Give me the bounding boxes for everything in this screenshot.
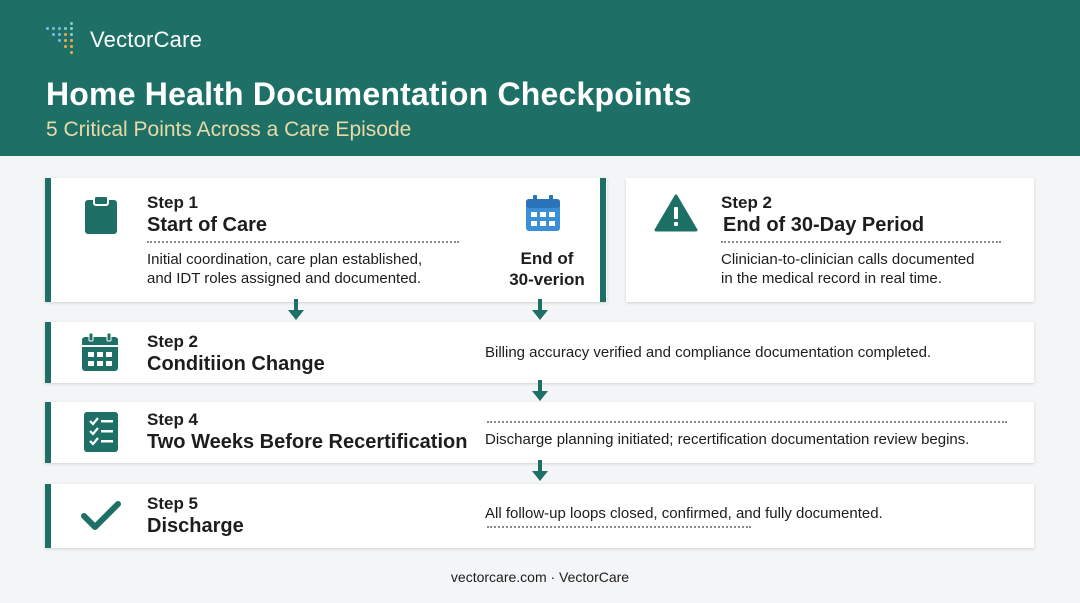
footer: vectorcare.com · VectorCare	[450, 569, 630, 585]
arrow-down-icon	[531, 380, 549, 402]
step-4-label: Step 4	[147, 410, 199, 429]
brand	[44, 22, 202, 58]
step-card-1	[45, 178, 607, 302]
step-5-desc: All follow-up loops closed, confirmed, and fully documented.	[485, 505, 883, 522]
step-1-desc-line-1: Initial coordination, care plan established,	[147, 251, 423, 268]
step-2-desc-line-2: in the medical record in real time.	[721, 270, 942, 287]
header-banner	[0, 0, 1080, 156]
step-4-desc: Discharge planning initiated; recertification documentation review begins.	[485, 431, 970, 448]
step-1-right-bar	[600, 178, 606, 302]
warning-icon	[654, 194, 698, 232]
dot-grid-logo-icon	[44, 22, 78, 58]
step-1-label: Step 1	[147, 193, 199, 212]
arrow-down-icon	[287, 299, 305, 321]
step-2-desc-line-1: Clinician-to-clinician calls documented	[721, 251, 975, 268]
step-card-4	[45, 402, 1034, 463]
step-3-label: Step 2	[147, 332, 199, 351]
mid-marker-line-1: End of	[520, 249, 574, 268]
brand-name: VectorCare	[90, 27, 203, 52]
clipboard-icon	[83, 194, 119, 236]
page-title: Home Health Documentation Checkpoints	[46, 76, 692, 112]
step-1-desc-line-2: and IDT roles assigned and documented.	[147, 270, 422, 287]
step-card-5	[45, 484, 1034, 548]
step-5-title: Discharge	[147, 515, 244, 537]
page-subtitle: 5 Critical Points Across a Care Episode	[46, 118, 412, 141]
step-1-title: Start of Care	[147, 214, 268, 236]
calendar-icon	[525, 194, 561, 232]
step-4-title: Two Weeks Before Recertification	[147, 431, 468, 453]
divider	[147, 241, 459, 243]
step-5-label: Step 5	[147, 494, 199, 513]
step-2-label: Step 2	[721, 193, 773, 212]
mid-marker-line-2: 30-verion	[509, 270, 585, 289]
step-3-title: Conditiion Change	[147, 353, 325, 375]
checkmark-icon	[81, 500, 121, 532]
step-card-3	[45, 322, 1034, 383]
step-2-title: End of 30-Day Period	[723, 214, 925, 236]
divider	[721, 241, 1001, 243]
calendar-icon	[81, 332, 119, 372]
arrow-down-icon	[531, 460, 549, 482]
divider	[487, 526, 751, 528]
checklist-icon	[83, 411, 119, 453]
step-card-2	[626, 178, 1034, 302]
arrow-down-icon	[531, 299, 549, 321]
step-3-desc: Billing accuracy verified and compliance documentation completed.	[485, 344, 932, 361]
divider	[487, 421, 1007, 423]
